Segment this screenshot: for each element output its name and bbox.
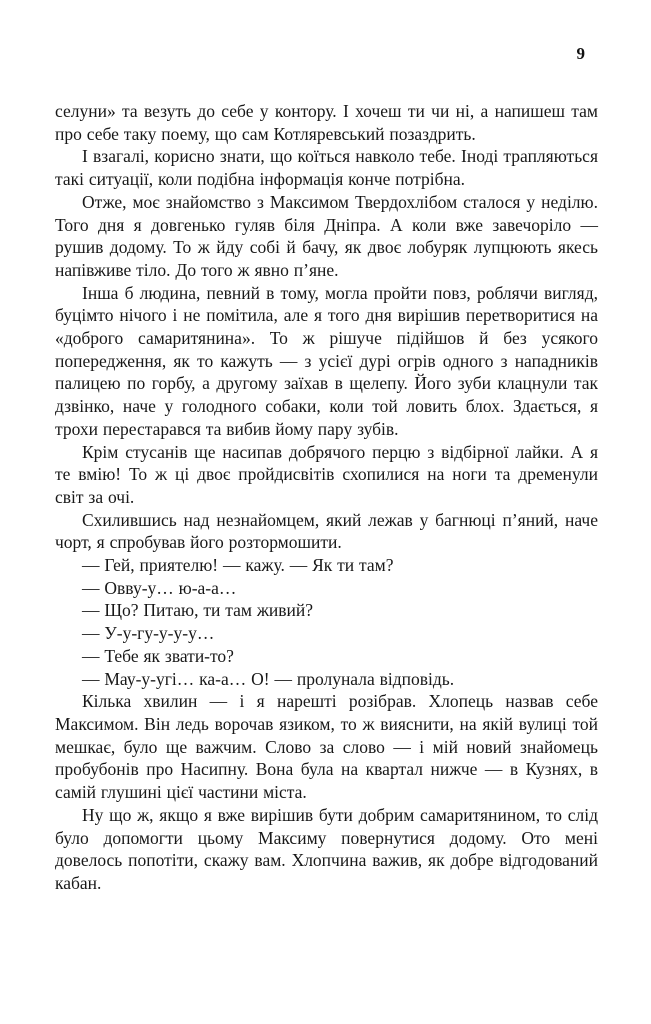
dialogue-line: — Гей, приятелю! — кажу. — Як ти там? — [82, 555, 394, 576]
paragraph: Ну що ж, якщо я вже вирішив бути добрим самаритянином, то слід було допомогти цьому Максиму повернутися додому. Ото мені довелось попотіти, скажу вам. Хлопчина важив, як добре відгодований кабан. — [55, 804, 598, 893]
dialogue-line: — Що? Питаю, ти там живий? — [82, 600, 314, 621]
paragraph: Інша б людина, певний в тому, могла пройти повз, роблячи вигляд, буцімто нічого і не помітила, але я того дня вирішив перетворитися на «доброго самаритянина». То ж рішуче підійшов й без усякого попередження, як то кажуть — з усієї дурі огрів одного з нападників палицею по горбу, а другому заїхав в щелепу. Його зуби клацнули так дзвінко, наче у голодного собаки, коли той ловить блох. Здається, я трохи перестарався та вибив йому пару зубів. — [55, 282, 598, 439]
paragraph: Кілька хвилин — і я нарешті розібрав. Хлопець назвав себе Максимом. Він ледь ворочав язиком, то ж вияснити, на якій вулиці той мешкає, було ще важчим. Слово за слово — і мій новий знайомець пробубонів про Насипну. Вона була на квартал нижче — в Кузнях, в самій глушині цієї частини міста. — [55, 691, 598, 803]
paragraph: Крім стусанів ще насипав добрячого перцю з відбірної лайки. А я те вмію! То ж ці двоє пройдисвітів схопилися на ноги та дременули світ за очі. — [55, 441, 598, 507]
page-number: 9 — [576, 44, 585, 63]
paragraph: Схилившись над незнайомцем, який лежав у багнюці п’яний, наче чорт, я спробував його розтормошити. — [55, 509, 598, 553]
dialogue-line: — У-у-гу-у-у-у… — [82, 623, 215, 644]
paragraph: селуни» та везуть до себе у контору. І хочеш ти чи ні, а напишеш там про себе таку поему, що сам Котляревський позаздрить. — [55, 101, 598, 144]
paragraph: І взагалі, корисно знати, що коїться навколо тебе. Іноді трапляються такі ситуації, коли подібна інформація конче потрібна. — [55, 146, 598, 190]
text-block — [55, 100, 598, 895]
dialogue-line: — Мау-у-угі… ка-а… О! — пролунала відповідь. — [82, 668, 455, 689]
dialogue-line: — Тебе як звати-то? — [82, 645, 234, 666]
paragraph: Отже, моє знайомство з Максимом Твердохлібом сталося у неділю. Того дня я довгенько гуляв біля Дніпра. А коли вже завечоріло — рушив додому. То ж йду собі й бачу, як двоє лобуряк лупцюють якесь напівживе тіло. До того ж явно п’яне. — [55, 191, 598, 280]
dialogue-line: — Овву-у… ю-а-а… — [82, 577, 237, 598]
